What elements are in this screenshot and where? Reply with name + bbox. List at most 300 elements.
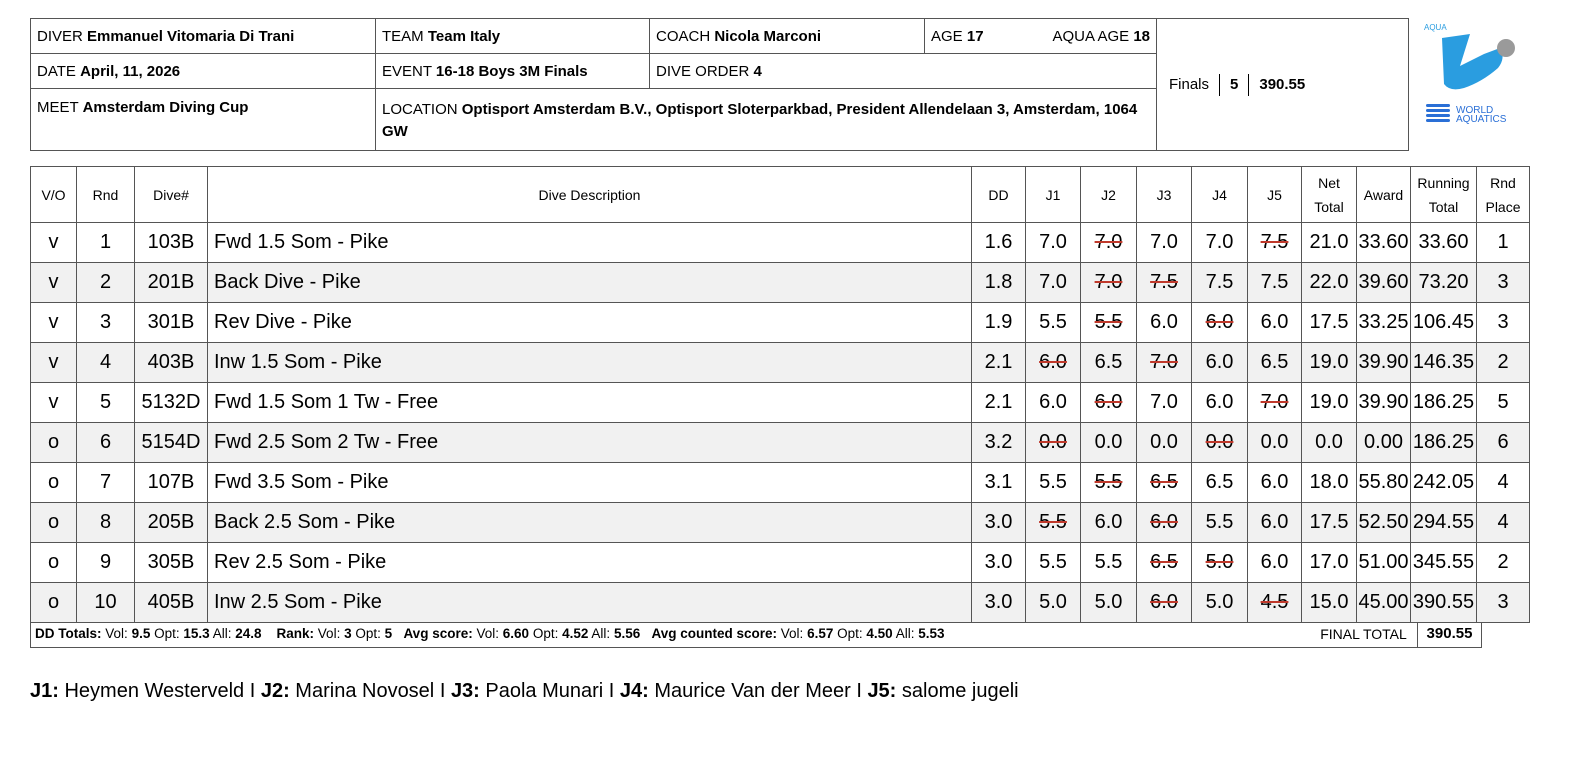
judge-score: 6.0	[1260, 511, 1289, 533]
avg-vol-label: Vol:	[476, 626, 500, 641]
judge-name: Heymen Westerveld	[58, 680, 245, 702]
table-row	[31, 543, 1530, 583]
award-cell: 52.50	[1357, 503, 1411, 543]
dive-order-value: 4	[753, 62, 762, 80]
judge-score-1	[1026, 223, 1081, 263]
round-cell: 4	[77, 343, 135, 383]
judge-score: 7.0	[1150, 231, 1178, 253]
judge-score-4	[1192, 343, 1248, 383]
aqua-age-label: AQUA AGE	[1052, 27, 1130, 45]
diver-info-header	[30, 18, 1409, 151]
judge-score-2	[1081, 383, 1137, 423]
round-cell: 1	[77, 223, 135, 263]
dd-vol-label: Vol:	[105, 626, 128, 641]
judge-score-5	[1248, 583, 1302, 623]
judge-score: 0.0	[1150, 431, 1178, 453]
dropped-score: 7.0	[1094, 271, 1123, 293]
table-row	[31, 383, 1530, 423]
rank-vol-label: Vol:	[317, 626, 341, 641]
judge-score: 5.5	[1039, 311, 1067, 333]
round-place-cell: 5	[1477, 383, 1530, 423]
dive-number-cell: 301B	[135, 303, 208, 343]
vo-cell: o	[31, 423, 77, 463]
judge-label: J3:	[450, 680, 480, 702]
dive-number-cell: 305B	[135, 543, 208, 583]
running-total-cell: 242.05	[1411, 463, 1477, 503]
judge-score-2	[1081, 263, 1137, 303]
dd-cell: 1.8	[972, 263, 1026, 303]
judge-label: J4:	[619, 680, 649, 702]
judge-score: 6.0	[1260, 471, 1289, 493]
dive-description-cell: Fwd 1.5 Som 1 Tw - Free	[208, 383, 972, 423]
judge-label: J2:	[260, 680, 290, 702]
dive-description-cell: Fwd 1.5 Som - Pike	[208, 223, 972, 263]
judge-score-3	[1137, 263, 1192, 303]
vo-cell: v	[31, 343, 77, 383]
totals-summary	[35, 622, 945, 646]
date-cell	[31, 54, 376, 89]
dive-number-cell: 5132D	[135, 383, 208, 423]
judge-separator: I	[603, 680, 620, 702]
dive-description-cell: Inw 1.5 Som - Pike	[208, 343, 972, 383]
judge-score-1	[1026, 303, 1081, 343]
judge-score: 7.0	[1205, 231, 1234, 253]
location-value: Optisport Amsterdam B.V., Optisport Sloterparkbad, President Allendelaan 3, Amsterdam, 1064 GW	[382, 101, 1138, 140]
aqua-age-value: 18	[1133, 27, 1150, 45]
judge-score-5	[1248, 543, 1302, 583]
judge-score-2	[1081, 463, 1137, 503]
round-place-cell: 4	[1477, 503, 1530, 543]
dive-scores-table	[30, 166, 1530, 623]
meet-cell	[31, 89, 376, 151]
table-row	[31, 263, 1530, 303]
judge-score: 7.0	[1150, 391, 1178, 413]
vo-cell: v	[31, 383, 77, 423]
dd-cell: 2.1	[972, 383, 1026, 423]
vo-cell: o	[31, 583, 77, 623]
dive-number-cell: 205B	[135, 503, 208, 543]
judge-score-5	[1248, 383, 1302, 423]
round-cell: 6	[77, 423, 135, 463]
judge-score: 0.0	[1260, 431, 1289, 453]
judge-score: 5.0	[1094, 591, 1123, 613]
net-total-cell: 0.0	[1302, 423, 1357, 463]
judge-score-2	[1081, 583, 1137, 623]
judge-name: Maurice Van der Meer	[648, 680, 851, 702]
dropped-score: 6.0	[1205, 311, 1234, 333]
date-value: April, 11, 2026	[80, 62, 181, 80]
logo-text-world: WORLD	[1456, 105, 1494, 116]
net-total-cell: 17.5	[1302, 303, 1357, 343]
round-name: Finals	[1169, 75, 1210, 93]
judge-score-2	[1081, 423, 1137, 463]
dropped-score: 4.5	[1260, 591, 1289, 613]
judge-score-3	[1137, 503, 1192, 543]
judge-score-4	[1192, 383, 1248, 423]
column-header: J1	[1026, 167, 1081, 223]
dropped-score: 5.5	[1094, 471, 1123, 493]
avg-opt-label: Opt:	[532, 626, 559, 641]
award-cell: 51.00	[1357, 543, 1411, 583]
round-place-cell: 3	[1477, 583, 1530, 623]
world-aquatics-logo-icon	[1420, 18, 1538, 128]
table-row	[31, 503, 1530, 543]
dive-description-cell: Fwd 2.5 Som 2 Tw - Free	[208, 423, 972, 463]
judge-score-2	[1081, 303, 1137, 343]
avg-counted-label: Avg counted score:	[651, 626, 778, 641]
column-header: DD	[972, 167, 1026, 223]
award-cell: 55.80	[1357, 463, 1411, 503]
judge-score-5	[1248, 263, 1302, 303]
round-cell: 5	[77, 383, 135, 423]
judge-score: 5.0	[1039, 591, 1067, 613]
judge-score: 7.0	[1039, 231, 1067, 253]
judge-name: salome jugeli	[896, 680, 1019, 702]
judge-score-3	[1137, 543, 1192, 583]
dropped-score: 5.5	[1039, 511, 1067, 533]
judge-score-1	[1026, 463, 1081, 503]
judge-score-5	[1248, 503, 1302, 543]
column-header: Running Total	[1411, 167, 1477, 223]
final-score-summary	[1157, 19, 1409, 151]
avgc-opt-value: 4.50	[866, 626, 893, 641]
award-cell: 33.60	[1357, 223, 1411, 263]
judge-score: 6.0	[1094, 511, 1123, 533]
event-cell	[376, 54, 650, 89]
dropped-score: 7.0	[1094, 231, 1123, 253]
column-header: J5	[1248, 167, 1302, 223]
column-header: Award	[1357, 167, 1411, 223]
dropped-score: 6.5	[1150, 471, 1178, 493]
judge-score-3	[1137, 423, 1192, 463]
award-cell: 33.25	[1357, 303, 1411, 343]
avgc-all-value: 5.53	[918, 626, 945, 641]
dd-totals-label: DD Totals:	[35, 626, 102, 641]
judges-list	[30, 680, 1019, 703]
judge-score: 5.0	[1205, 591, 1234, 613]
dd-totals-bar	[30, 622, 1482, 648]
team-label: TEAM	[382, 27, 424, 45]
event-label: EVENT	[382, 62, 432, 80]
diver-name: Emmanuel Vitomaria Di Trani	[87, 27, 295, 45]
avgc-vol-label: Vol:	[780, 626, 804, 641]
judge-score-4	[1192, 303, 1248, 343]
dd-cell: 2.1	[972, 343, 1026, 383]
dive-description-cell: Rev Dive - Pike	[208, 303, 972, 343]
dive-description-cell: Fwd 3.5 Som - Pike	[208, 463, 972, 503]
dive-number-cell: 107B	[135, 463, 208, 503]
vo-cell: v	[31, 303, 77, 343]
round-cell: 3	[77, 303, 135, 343]
dd-opt-value: 15.3	[183, 626, 210, 641]
dd-cell: 3.0	[972, 543, 1026, 583]
round-cell: 2	[77, 263, 135, 303]
final-place: 5	[1230, 75, 1239, 93]
event-value: 16-18 Boys 3M Finals	[435, 62, 588, 80]
judge-score: 7.0	[1039, 271, 1067, 293]
running-total-cell: 345.55	[1411, 543, 1477, 583]
dive-number-cell: 103B	[135, 223, 208, 263]
round-place-cell: 2	[1477, 543, 1530, 583]
dd-cell: 1.6	[972, 223, 1026, 263]
judge-score-5	[1248, 463, 1302, 503]
judge-score: 6.0	[1260, 311, 1289, 333]
judge-score: 6.5	[1260, 351, 1289, 373]
vo-cell: v	[31, 223, 77, 263]
judge-score-4	[1192, 503, 1248, 543]
judge-score-3	[1137, 463, 1192, 503]
age-label: AGE	[931, 27, 963, 45]
avg-opt-value: 4.52	[562, 626, 589, 641]
judge-score-3	[1137, 383, 1192, 423]
judge-score-4	[1192, 223, 1248, 263]
team-name: Team Italy	[427, 27, 501, 45]
running-total-cell: 186.25	[1411, 383, 1477, 423]
table-row	[31, 303, 1530, 343]
dropped-score: 6.0	[1039, 351, 1067, 373]
dd-cell: 3.0	[972, 583, 1026, 623]
meet-label: MEET	[37, 99, 79, 116]
dropped-score: 5.0	[1205, 551, 1234, 573]
avg-all-label: All:	[591, 626, 611, 641]
judge-score-1	[1026, 583, 1081, 623]
judge-score-1	[1026, 543, 1081, 583]
dd-cell: 3.2	[972, 423, 1026, 463]
dive-description-cell: Inw 2.5 Som - Pike	[208, 583, 972, 623]
judge-score: 6.0	[1039, 391, 1067, 413]
award-cell: 39.90	[1357, 343, 1411, 383]
avg-score-label: Avg score:	[403, 626, 473, 641]
running-total-cell: 186.25	[1411, 423, 1477, 463]
net-total-cell: 19.0	[1302, 343, 1357, 383]
round-place-cell: 6	[1477, 423, 1530, 463]
avgc-all-label: All:	[895, 626, 915, 641]
coach-cell	[650, 19, 925, 54]
column-header: J3	[1137, 167, 1192, 223]
judge-score-3	[1137, 343, 1192, 383]
running-total-cell: 73.20	[1411, 263, 1477, 303]
judge-label: J5:	[867, 680, 897, 702]
column-header: Rnd Place	[1477, 167, 1530, 223]
dropped-score: 7.5	[1150, 271, 1178, 293]
judge-score-4	[1192, 583, 1248, 623]
dd-cell: 3.0	[972, 503, 1026, 543]
diver-label: DIVER	[37, 27, 83, 45]
dive-description-cell: Rev 2.5 Som - Pike	[208, 543, 972, 583]
column-header: V/O	[31, 167, 77, 223]
judge-name: Marina Novosel	[289, 680, 435, 702]
avg-vol-value: 6.60	[502, 626, 530, 641]
dd-cell: 3.1	[972, 463, 1026, 503]
judge-score: 6.0	[1205, 351, 1234, 373]
judge-score: 0.0	[1094, 431, 1123, 453]
net-total-cell: 18.0	[1302, 463, 1357, 503]
column-header: Dive Description	[208, 167, 972, 223]
column-header: J4	[1192, 167, 1248, 223]
dropped-score: 7.0	[1150, 351, 1178, 373]
table-row	[31, 463, 1530, 503]
judge-score-5	[1248, 223, 1302, 263]
team-cell	[376, 19, 650, 54]
dropped-score: 0.0	[1039, 431, 1067, 453]
vo-cell: o	[31, 503, 77, 543]
dive-description-cell: Back 2.5 Som - Pike	[208, 503, 972, 543]
judge-name: Paola Munari	[479, 680, 604, 702]
net-total-cell: 21.0	[1302, 223, 1357, 263]
round-place-cell: 2	[1477, 343, 1530, 383]
final-total-label: FINAL TOTAL	[1320, 626, 1407, 642]
judge-score-2	[1081, 223, 1137, 263]
column-header: Dive#	[135, 167, 208, 223]
net-total-cell: 17.0	[1302, 543, 1357, 583]
vo-cell: v	[31, 263, 77, 303]
judge-score-4	[1192, 543, 1248, 583]
dd-all-label: All:	[212, 626, 232, 641]
running-total-cell: 33.60	[1411, 223, 1477, 263]
judge-score-4	[1192, 463, 1248, 503]
world-aquatics-logo	[1420, 18, 1538, 128]
dd-all-value: 24.8	[235, 626, 262, 641]
round-cell: 9	[77, 543, 135, 583]
final-score: 390.55	[1259, 75, 1306, 93]
round-place-cell: 1	[1477, 223, 1530, 263]
judge-score: 6.0	[1260, 551, 1289, 573]
judge-score: 7.5	[1260, 271, 1289, 293]
dropped-score: 6.0	[1094, 391, 1123, 413]
dropped-score: 5.5	[1094, 311, 1123, 333]
avgc-opt-label: Opt:	[837, 626, 863, 641]
judge-score: 5.5	[1205, 511, 1234, 533]
avgc-vol-value: 6.57	[807, 626, 834, 641]
dive-number-cell: 405B	[135, 583, 208, 623]
judge-score: 6.5	[1205, 471, 1234, 493]
rank-vol-value: 3	[344, 626, 352, 641]
judge-score: 5.5	[1039, 551, 1067, 573]
judge-score-1	[1026, 423, 1081, 463]
avg-all-value: 5.56	[613, 626, 641, 641]
judge-score-5	[1248, 423, 1302, 463]
award-cell: 0.00	[1357, 423, 1411, 463]
age-value: 17	[966, 27, 984, 45]
rank-opt-label: Opt:	[355, 626, 381, 641]
dropped-score: 6.5	[1150, 551, 1178, 573]
dropped-score: 6.0	[1150, 511, 1178, 533]
award-cell: 45.00	[1357, 583, 1411, 623]
age-cell	[925, 19, 1157, 54]
dd-cell: 1.9	[972, 303, 1026, 343]
dropped-score: 7.0	[1260, 391, 1289, 413]
column-header: Net Total	[1302, 167, 1357, 223]
round-place-cell: 3	[1477, 263, 1530, 303]
dropped-score: 7.5	[1260, 231, 1289, 253]
judge-score-1	[1026, 503, 1081, 543]
judge-score: 7.5	[1205, 271, 1234, 293]
judge-score-3	[1137, 223, 1192, 263]
column-header: Rnd	[77, 167, 135, 223]
judge-score-4	[1192, 423, 1248, 463]
judge-separator: I	[434, 680, 451, 702]
judge-separator: I	[244, 680, 261, 702]
judge-score-1	[1026, 383, 1081, 423]
round-cell: 7	[77, 463, 135, 503]
table-row	[31, 583, 1530, 623]
date-label: DATE	[37, 62, 76, 80]
net-total-cell: 22.0	[1302, 263, 1357, 303]
round-cell: 10	[77, 583, 135, 623]
column-header: J2	[1081, 167, 1137, 223]
rank-opt-value: 5	[384, 626, 393, 641]
coach-label: COACH	[656, 27, 711, 45]
diver-cell	[31, 19, 376, 54]
dropped-score: 6.0	[1150, 591, 1178, 613]
dive-order-cell	[650, 54, 1157, 89]
net-total-cell: 19.0	[1302, 383, 1357, 423]
running-total-cell: 390.55	[1411, 583, 1477, 623]
dive-number-cell: 403B	[135, 343, 208, 383]
judge-score: 6.5	[1094, 351, 1123, 373]
coach-name: Nicola Marconi	[714, 27, 822, 45]
table-header-row	[31, 167, 1530, 223]
dive-number-cell: 201B	[135, 263, 208, 303]
dd-vol-value: 9.5	[131, 626, 151, 641]
judge-score-1	[1026, 263, 1081, 303]
judge-score-5	[1248, 303, 1302, 343]
vo-cell: o	[31, 463, 77, 503]
judge-score: 5.5	[1039, 471, 1067, 493]
round-place-cell: 3	[1477, 303, 1530, 343]
judge-score: 5.5	[1094, 551, 1123, 573]
final-total-value: 390.55	[1417, 622, 1482, 648]
judge-score-3	[1137, 583, 1192, 623]
table-row	[31, 343, 1530, 383]
judge-score: 6.0	[1205, 391, 1234, 413]
judge-score-3	[1137, 303, 1192, 343]
net-total-cell: 15.0	[1302, 583, 1357, 623]
judge-score-5	[1248, 343, 1302, 383]
running-total-cell: 294.55	[1411, 503, 1477, 543]
award-cell: 39.90	[1357, 383, 1411, 423]
judge-score-1	[1026, 343, 1081, 383]
dive-number-cell: 5154D	[135, 423, 208, 463]
round-place-cell: 4	[1477, 463, 1530, 503]
judge-label: J1:	[30, 680, 59, 702]
location-cell	[376, 89, 1157, 151]
meet-value: Amsterdam Diving Cup	[82, 99, 249, 116]
judge-score: 6.0	[1150, 311, 1178, 333]
judge-score-2	[1081, 503, 1137, 543]
judge-separator: I	[850, 680, 868, 702]
table-row	[31, 223, 1530, 263]
judge-score-2	[1081, 343, 1137, 383]
running-total-cell: 146.35	[1411, 343, 1477, 383]
judge-score-2	[1081, 543, 1137, 583]
location-label: LOCATION	[382, 101, 458, 118]
table-row	[31, 423, 1530, 463]
dd-opt-label: Opt:	[154, 626, 180, 641]
logo-text-aquatics: AQUATICS	[1456, 114, 1507, 125]
dropped-score: 0.0	[1205, 431, 1234, 453]
round-cell: 8	[77, 503, 135, 543]
rank-label: Rank:	[276, 626, 315, 641]
net-total-cell: 17.5	[1302, 503, 1357, 543]
dive-description-cell: Back Dive - Pike	[208, 263, 972, 303]
logo-top-text: AQUA	[1424, 23, 1447, 32]
judge-score-4	[1192, 263, 1248, 303]
vo-cell: o	[31, 543, 77, 583]
award-cell: 39.60	[1357, 263, 1411, 303]
running-total-cell: 106.45	[1411, 303, 1477, 343]
dive-order-label: DIVE ORDER	[656, 62, 750, 80]
